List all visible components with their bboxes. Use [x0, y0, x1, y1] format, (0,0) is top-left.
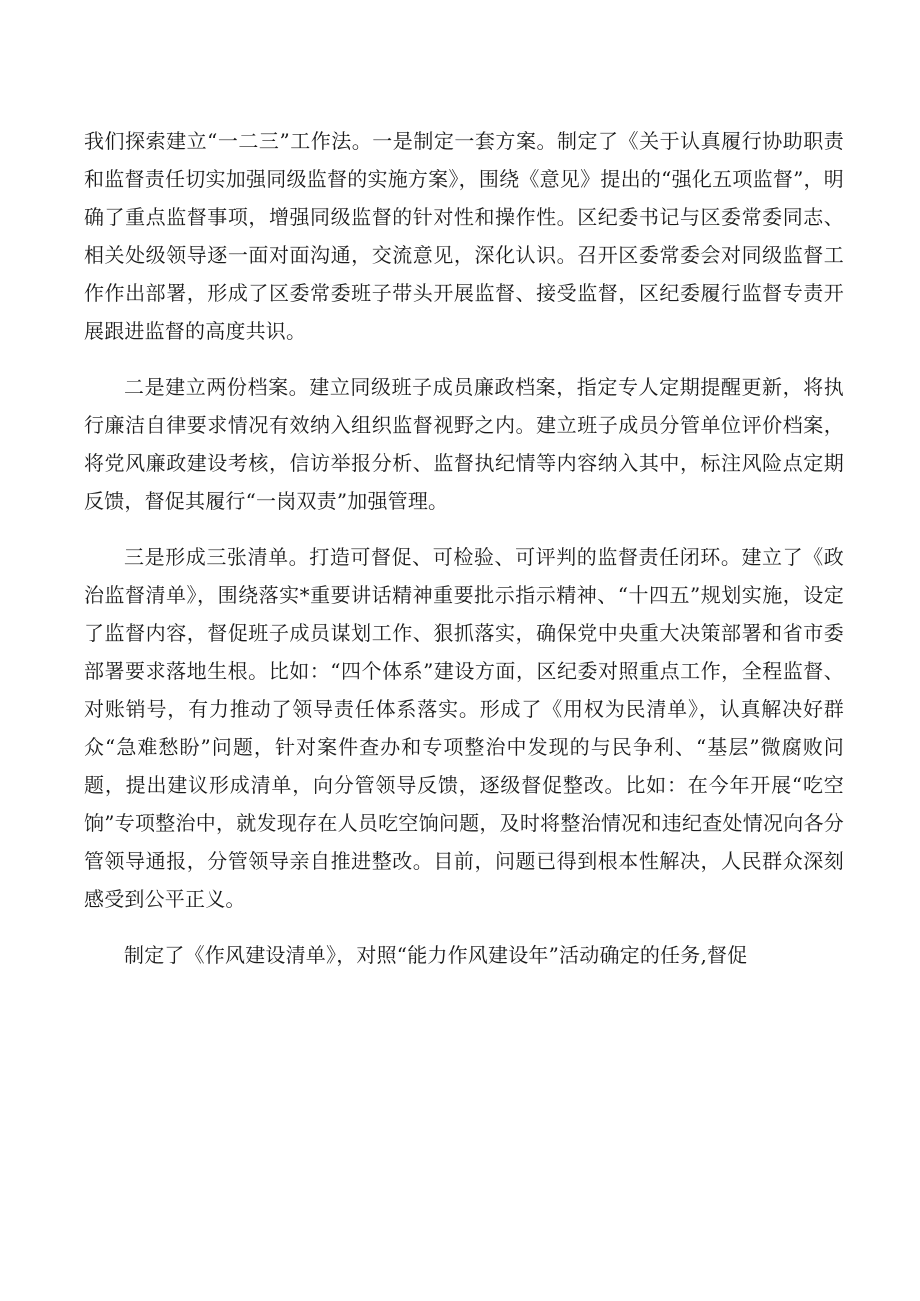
paragraph-1: 我们探索建立“一二三”工作法。一是制定一套方案。制定了《关于认真履行协助职责和监督责任切实加强同级监督的实施方案》，围绕《意见》提出的“强化五项监督”，明确了重点监督事项，增强同级监督的针对性和操作性。区纪委书记与区委常委同志、相关处级领导逐一面对面沟通，交流意见，深化认识。召开区委常委会对同级监督工作作出部署，形成了区委常委班子带头开展监督、接受监督，区纪委履行监督专责开展跟进监督的高度共识。: [84, 129, 844, 343]
paragraph-3: 三是形成三张清单。打造可督促、可检验、可评判的监督责任闭环。建立了《政治监督清单》，围绕落实*重要讲话精神重要批示指示精神、“十四五”规划实施，设定了监督内容，督促班子成员谋划工作、狠抓落实，确保党中央重大决策部署和省市委部署要求落地生根。比如：“四个体系”建设方面，区纪委对照重点工作，全程监督、对账销号，有力推动了领导责任体系落实。形成了《用权为民清单》，认真解决好群众“急难愁盼”问题，针对案件查办和专项整治中发现的与民争利、“基层”微腐败问题，提出建议形成清单，向分管领导反馈，逐级督促整改。比如：在今年开展“吃空饷”专项整治中，就发现存在人员吃空饷问题，及时将整治情况和违纪查处情况向各分管领导通报，分管领导亲自推进整改。目前，问题已得到根本性解决，人民群众深刻感受到公平正义。: [84, 545, 844, 911]
paragraph-2: 二是建立两份档案。建立同级班子成员廉政档案，指定专人定期提醒更新，将执行廉洁自律要求情况有效纳入组织监督视野之内。建立班子成员分管单位评价档案，将党风廉政建设考核，信访举报分析、监督执纪情等内容纳入其中，标注风险点定期反馈，督促其履行“一岗双责”加强管理。: [84, 375, 844, 513]
document-body: [84, 122, 844, 992]
paragraph-4: 制定了《作风建设清单》，对照“能力作风建设年”活动确定的任务,督促: [124, 943, 748, 967]
